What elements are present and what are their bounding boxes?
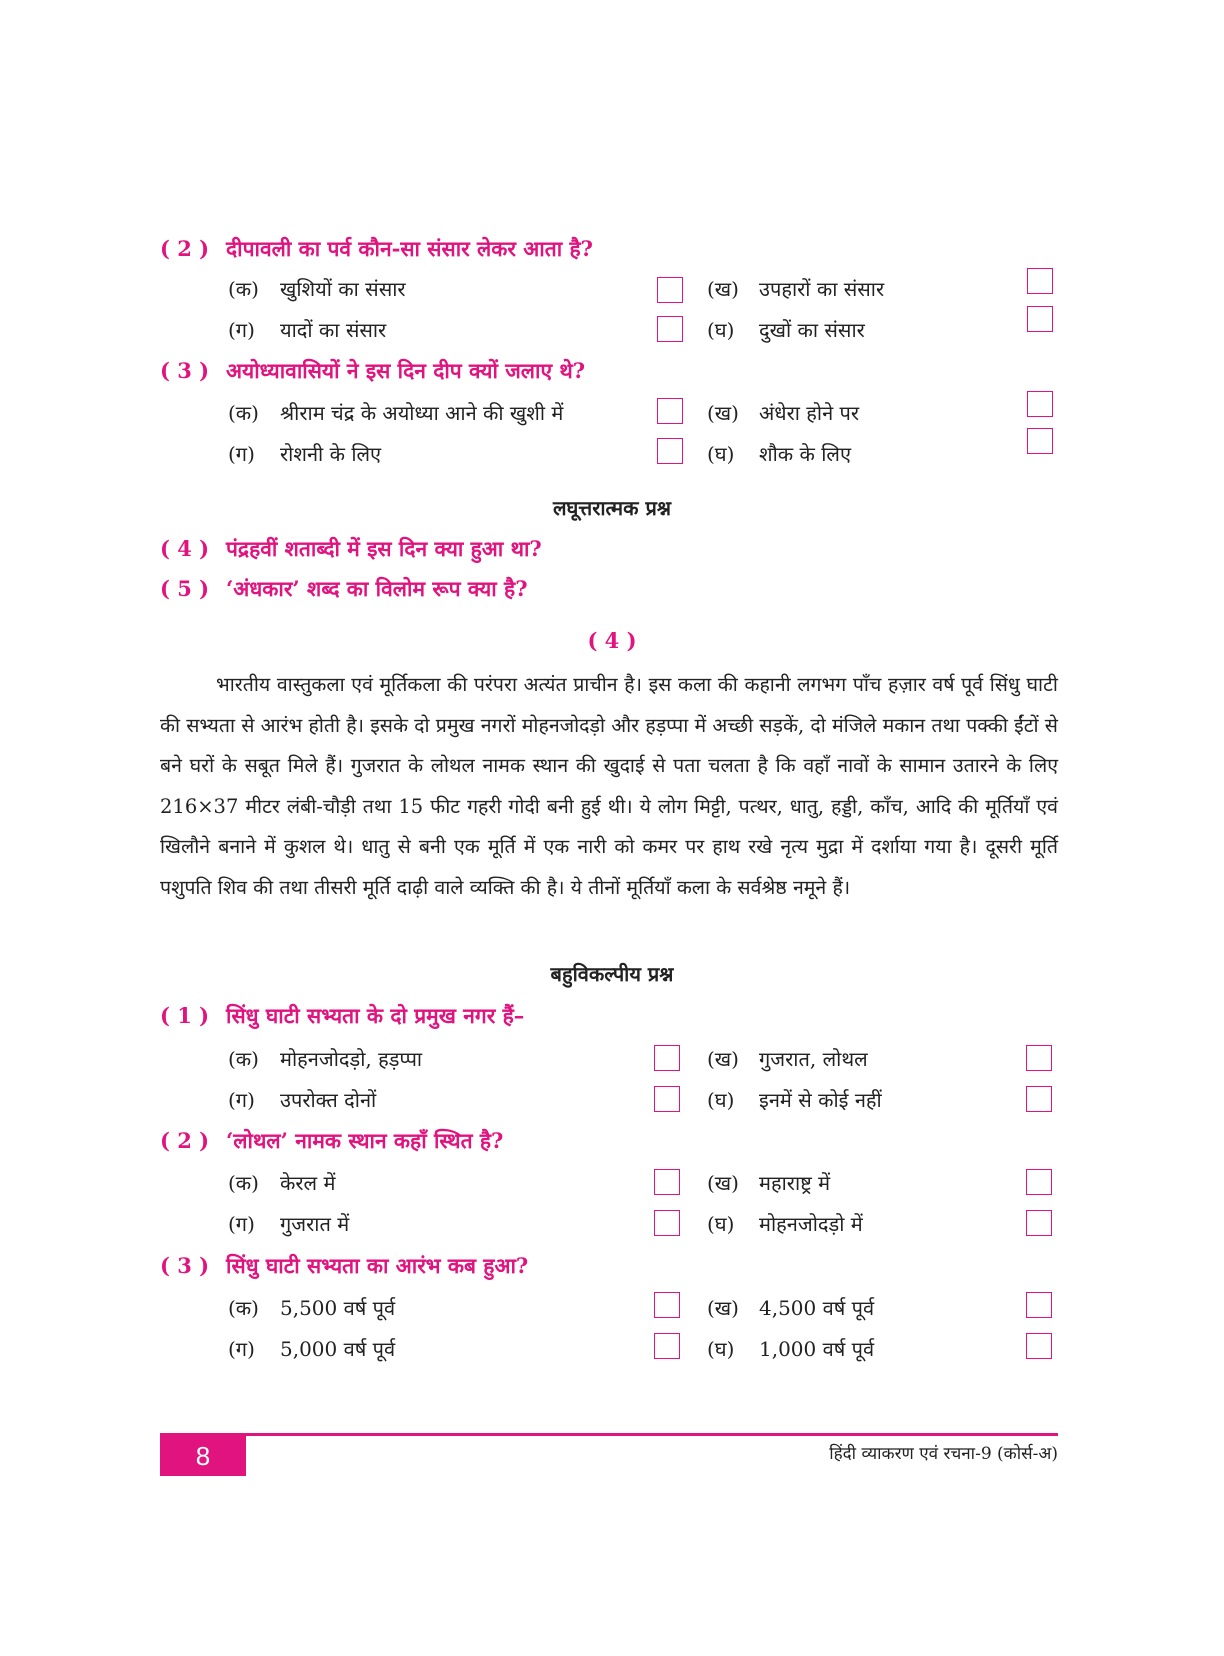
question-number: ( 4 ) [160, 536, 210, 561]
question-text: अयोध्यावासियों ने इस दिन दीप क्यों जलाए थे? [226, 358, 586, 383]
answer-checkbox[interactable] [1026, 1086, 1052, 1112]
question-text: पंद्रहवीं शताब्दी में इस दिन क्या हुआ था? [226, 536, 542, 561]
question-5 [160, 575, 528, 603]
section-heading-mcq: बहुविकल्पीय प्रश्न [550, 962, 674, 986]
option-ga: (ग) रोशनी के लिए [228, 442, 382, 466]
option-ga: (ग) गुजरात में [228, 1212, 350, 1236]
book-title: हिंदी व्याकरण एवं रचना-9 (कोर्स-अ) [829, 1444, 1058, 1464]
option-gha: (घ) शौक के लिए [707, 442, 852, 466]
question-text: दीपावली का पर्व कौन-सा संसार लेकर आता है? [226, 236, 593, 261]
footer-divider [160, 1433, 1058, 1436]
question-2 [160, 235, 593, 263]
question-3 [160, 357, 585, 385]
option-gha: (घ) 1,000 वर्ष पूर्व [707, 1337, 875, 1361]
answer-checkbox[interactable] [1026, 1292, 1052, 1318]
option-kha: (ख) अंधेरा होने पर [707, 401, 860, 425]
option-ga: (ग) 5,000 वर्ष पूर्व [228, 1337, 396, 1361]
option-ga: (ग) उपरोक्त दोनों [228, 1088, 377, 1112]
option-ka: (क) श्रीराम चंद्र के अयोध्या आने की खुशी में [228, 401, 564, 425]
answer-checkbox[interactable] [1027, 268, 1053, 294]
option-gha: (घ) इनमें से कोई नहीं [707, 1088, 882, 1112]
option-kha: (ख) गुजरात, लोथल [707, 1047, 868, 1071]
answer-checkbox[interactable] [1027, 391, 1053, 417]
answer-checkbox[interactable] [654, 1169, 680, 1195]
option-kha: (ख) 4,500 वर्ष पूर्व [707, 1296, 875, 1320]
answer-checkbox[interactable] [657, 316, 683, 342]
question-number: ( 1 ) [160, 1003, 210, 1028]
question-2 [160, 1127, 503, 1155]
option-gha: (घ) मोहनजोदड़ो में [707, 1212, 863, 1236]
answer-checkbox[interactable] [654, 1210, 680, 1236]
option-ka: (क) केरल में [228, 1171, 336, 1195]
question-number: ( 5 ) [160, 576, 210, 601]
option-gha: (घ) दुखों का संसार [707, 318, 865, 342]
option-ka: (क) मोहनजोदड़ो, हड़प्पा [228, 1047, 423, 1071]
section-heading-short: लघूत्तरात्मक प्रश्न [553, 496, 671, 520]
answer-checkbox[interactable] [654, 1333, 680, 1359]
option-ka: (क) 5,500 वर्ष पूर्व [228, 1296, 396, 1320]
option-kha: (ख) उपहारों का संसार [707, 277, 885, 301]
answer-checkbox[interactable] [1026, 1333, 1052, 1359]
question-text: सिंधु घाटी सभ्यता के दो प्रमुख नगर हैं– [226, 1003, 525, 1028]
answer-checkbox[interactable] [1027, 306, 1053, 332]
page-number: 8 [160, 1436, 246, 1476]
question-number: ( 2 ) [160, 236, 210, 261]
passage-number: ( 4 ) [587, 628, 637, 653]
option-ga: (ग) यादों का संसार [228, 318, 387, 342]
answer-checkbox[interactable] [1026, 1210, 1052, 1236]
question-text: सिंधु घाटी सभ्यता का आरंभ कब हुआ? [226, 1253, 529, 1278]
answer-checkbox[interactable] [654, 1045, 680, 1071]
question-number: ( 2 ) [160, 1128, 210, 1153]
question-text: ‘अंधकार’ शब्द का विलोम रूप क्या है? [226, 576, 528, 601]
question-3 [160, 1252, 528, 1280]
passage-text: भारतीय वास्तुकला एवं मूर्तिकला की परंपरा अत्यंत प्राचीन है। इस कला की कहानी लगभग पाँच हज़ार वर्ष पूर्व सिंधु घाटी की सभ्यता से आरंभ होती है। इसके दो प्रमुख नगरों मोहनजोदड़ो और हड़प्पा में अच्छी सड़कें, दो मंजिले मकान तथा पक्की ईंटों से बने घरों के सबूत मिले हैं। गुजरात के लोथल नामक स्थान की खुदाई से पता चलता है कि वहाँ नावों के सामान उतारने के लिए 216×37 मीटर लंबी-चौड़ी तथा 15 फीट गहरी गोदी बनी हुई थी। ये लोग मिट्टी, पत्थर, धातु, हड्डी, काँच, आदि की मूर्तियाँ एवं खिलौने बनाने में कुशल थे। धातु से बनी एक मूर्ति में एक नारी को कमर पर हाथ रखे नृत्य मुद्रा में दर्शाया गया है। दूसरी मूर्ति पशुपति शिव की तथा तीसरी मूर्ति दाढ़ी वाले व्यक्ति की है। ये तीनों मूर्तियाँ कला के सर्वश्रेष्ठ नमूने हैं। [160, 673, 1058, 899]
answer-checkbox[interactable] [1027, 428, 1053, 454]
answer-checkbox[interactable] [657, 277, 683, 303]
option-kha: (ख) महाराष्ट्र में [707, 1171, 831, 1195]
answer-checkbox[interactable] [657, 438, 683, 464]
question-text: ‘लोथल’ नामक स्थान कहाँ स्थित है? [226, 1128, 504, 1153]
question-number: ( 3 ) [160, 1253, 210, 1278]
question-number: ( 3 ) [160, 358, 210, 383]
option-ka: (क) खुशियों का संसार [228, 277, 406, 301]
answer-checkbox[interactable] [654, 1292, 680, 1318]
answer-checkbox[interactable] [657, 398, 683, 424]
question-1 [160, 1002, 524, 1030]
answer-checkbox[interactable] [1026, 1045, 1052, 1071]
answer-checkbox[interactable] [1026, 1169, 1052, 1195]
question-4 [160, 535, 542, 563]
answer-checkbox[interactable] [654, 1086, 680, 1112]
